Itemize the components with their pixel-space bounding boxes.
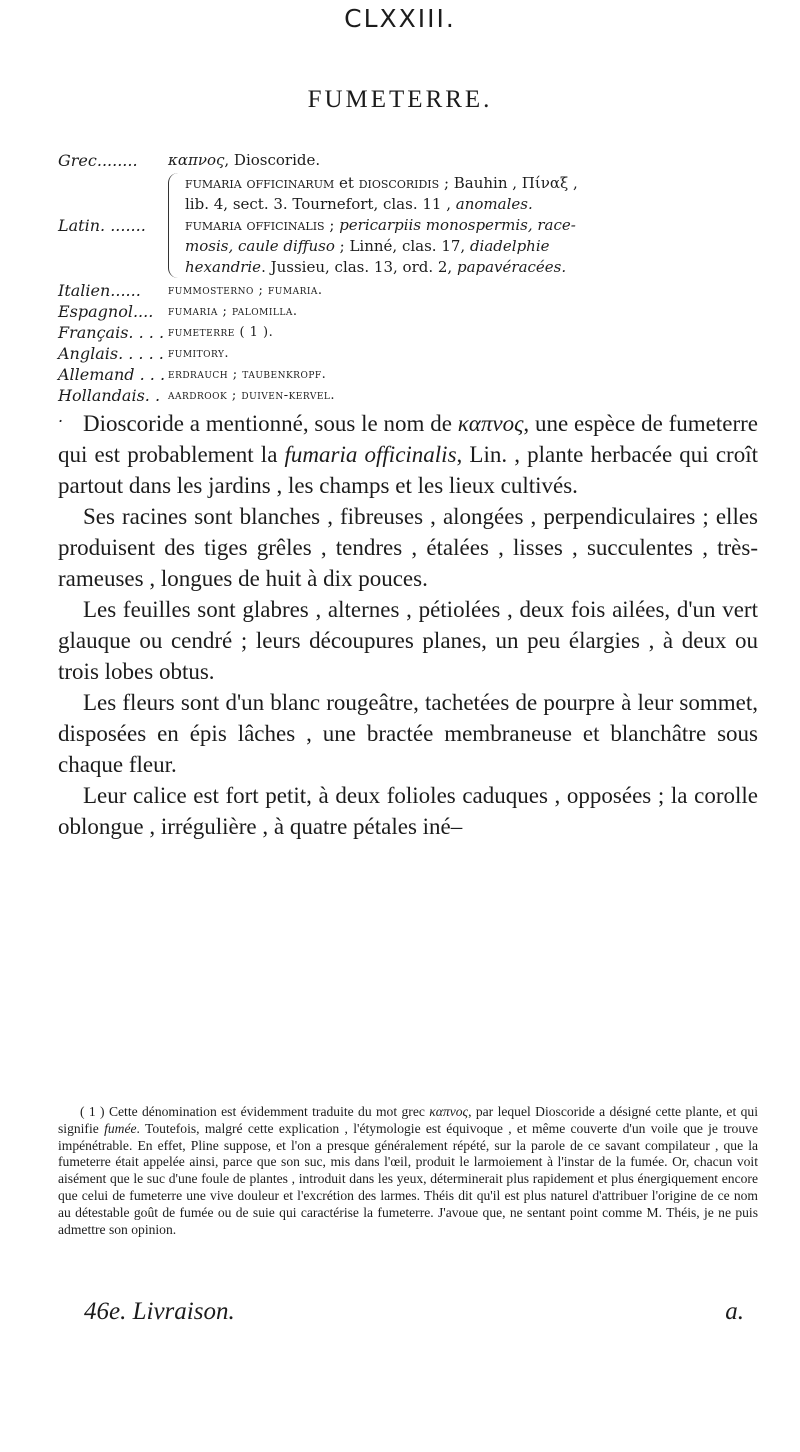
paragraph: Les fleurs sont d'un blanc rougeâtre, tachetées de pourpre à leur sommet, disposées en épis lâches , une bractée membraneuse et blanchâtre sous chaque fleur. xyxy=(58,690,758,777)
text-span: pericarpiis monospermis, race- xyxy=(339,216,576,234)
greek-word: καπνος xyxy=(457,411,524,436)
text-span: . Jussieu, clas. 13, ord. 2, xyxy=(261,258,457,276)
text-span: . Toutefois, malgré cette explication , l'étymologie est équivoque , et même couverte d'un voile que je trouve impénétrable. En effet, Pline suppose, et l'on a presque généralement répété, sur la parole de ce savant compilateur , que la fumeterre était appelée ainsi, parce que son suc, mis dans l'œil, produit le larmoiement à l'instar de la fumée. Or, chacun voit aisément que le suc d'une foule de plantes , introduit dans les yeux, déterminerait plus rapidement et plus énergiquement encore que celui de fumeterre une vive douleur et l'excrétion des larmes. Théis dit qu'il est plus naturel d'attribuer l'origine de ce nom au détestable goût de fumée ou de suie qui caractérise la fumeterre. J'avoue que, ne sentant point comme M. Théis, je ne puis admettre son opinion. xyxy=(58,1120,758,1237)
text-span: fumée xyxy=(104,1120,137,1136)
greek-word: καπνος xyxy=(168,151,225,169)
lang-label: Italien...... xyxy=(58,281,141,300)
lang-label: Anglais. . . . . xyxy=(58,344,164,363)
text-span: diadelphie xyxy=(469,237,550,255)
latin-name: fumaria officinalis xyxy=(284,442,457,467)
page-number: CLXXIII. xyxy=(344,4,456,33)
lang-label: Hollandais. . . xyxy=(58,386,161,426)
lang-value: aardrook ; duiven-kervel. xyxy=(168,388,336,403)
text-span: ; Linné, clas. 17, xyxy=(334,237,470,255)
text-span: mosis, caule diffuso xyxy=(185,237,335,255)
name-row-latin xyxy=(58,173,758,278)
name-row-anglais xyxy=(58,343,758,364)
text-span: hexandrie xyxy=(185,258,262,276)
signature-line xyxy=(84,1298,744,1326)
text-span: dioscoridis xyxy=(358,174,440,192)
latin-line xyxy=(185,257,758,278)
lang-value: fumeterre ( 1 ). xyxy=(168,325,274,340)
names-table xyxy=(58,150,758,427)
text-span: et xyxy=(334,174,359,192)
text-span: , Dioscoride. xyxy=(224,151,321,169)
lang-value: fummosterno ; fumaria. xyxy=(168,283,323,298)
text-span: fumaria officinalis xyxy=(185,216,325,234)
lang-label: Espagnol.... xyxy=(58,302,154,321)
name-row-allemand xyxy=(58,364,758,385)
name-row-italien xyxy=(58,280,758,301)
text-span: , par lequel Dioscoride a désigné cette plante, et qui signifie xyxy=(58,1104,758,1136)
paragraph: Les feuilles sont glabres , alternes , pétiolées , deux fois ailées, d'un vert glauque ou cendré ; leurs découpures planes, un peu élargies , à deux ou trois lobes obtus. xyxy=(58,597,758,684)
page-title: FUMETERRE. xyxy=(307,86,493,113)
latin-line xyxy=(185,215,758,236)
lang-value xyxy=(168,150,758,171)
lang-label: Latin. ....... xyxy=(58,216,146,235)
lang-value: erdrauch ; taubenkropf. xyxy=(168,367,327,382)
latin-line xyxy=(185,194,758,215)
lang-label: Grec........ xyxy=(58,151,138,170)
text-span: lib. 4, sect. 3. Tournefort, clas. 11 , xyxy=(185,195,456,213)
paragraph: Leur calice est fort petit, à deux folioles caduques , opposées ; la corolle oblongue , irrégulière , à quatre pétales iné– xyxy=(58,783,758,839)
text-span: ; Bauhin , Πίναξ , xyxy=(439,174,578,192)
signature-mark: a. xyxy=(725,1298,744,1325)
text-span: anomales. xyxy=(455,195,533,213)
brace xyxy=(168,173,179,278)
paragraph xyxy=(58,408,758,501)
text-span: ; xyxy=(324,216,340,234)
name-row-espagnol xyxy=(58,301,758,322)
lang-label: Allemand . . . xyxy=(58,365,166,384)
text-span: papavéracées. xyxy=(456,258,567,276)
paragraph: Ses racines sont blanches , fibreuses , alongées , perpendiculaires ; elles produisent des tiges grêles , tendres , étalées , lisses , succulentes , très-rameuses , longues de huit à dix pouces. xyxy=(58,504,758,591)
body-text xyxy=(58,408,758,842)
latin-line xyxy=(185,173,758,194)
latin-lines xyxy=(185,173,758,278)
greek-word: καπνος xyxy=(429,1104,469,1119)
lang-value: fumaria ; palomilla. xyxy=(168,304,298,319)
livraison-mark: 46e. Livraison. xyxy=(84,1298,235,1325)
name-row-francais xyxy=(58,322,758,343)
text-span: Dioscoride a mentionné, sous le nom de xyxy=(83,411,458,436)
text-span: , une espèce de fumeterre qui est probablement la xyxy=(58,411,758,467)
footnote-paragraph xyxy=(58,1104,758,1238)
footnote xyxy=(58,1104,758,1238)
lang-label: Français. . . . xyxy=(58,323,165,342)
name-row-grec xyxy=(58,150,758,171)
text-span: , Lin. , plante herbacée qui croît partout dans les jardins , les champs et les lieux cultivés. xyxy=(58,442,758,498)
text-span: ( 1 ) Cette dénomination est évidemment traduite du mot grec xyxy=(80,1104,430,1119)
lang-value: fumitory. xyxy=(168,346,230,361)
latin-line xyxy=(185,236,758,257)
text-span: fumaria officinarum xyxy=(185,174,335,192)
